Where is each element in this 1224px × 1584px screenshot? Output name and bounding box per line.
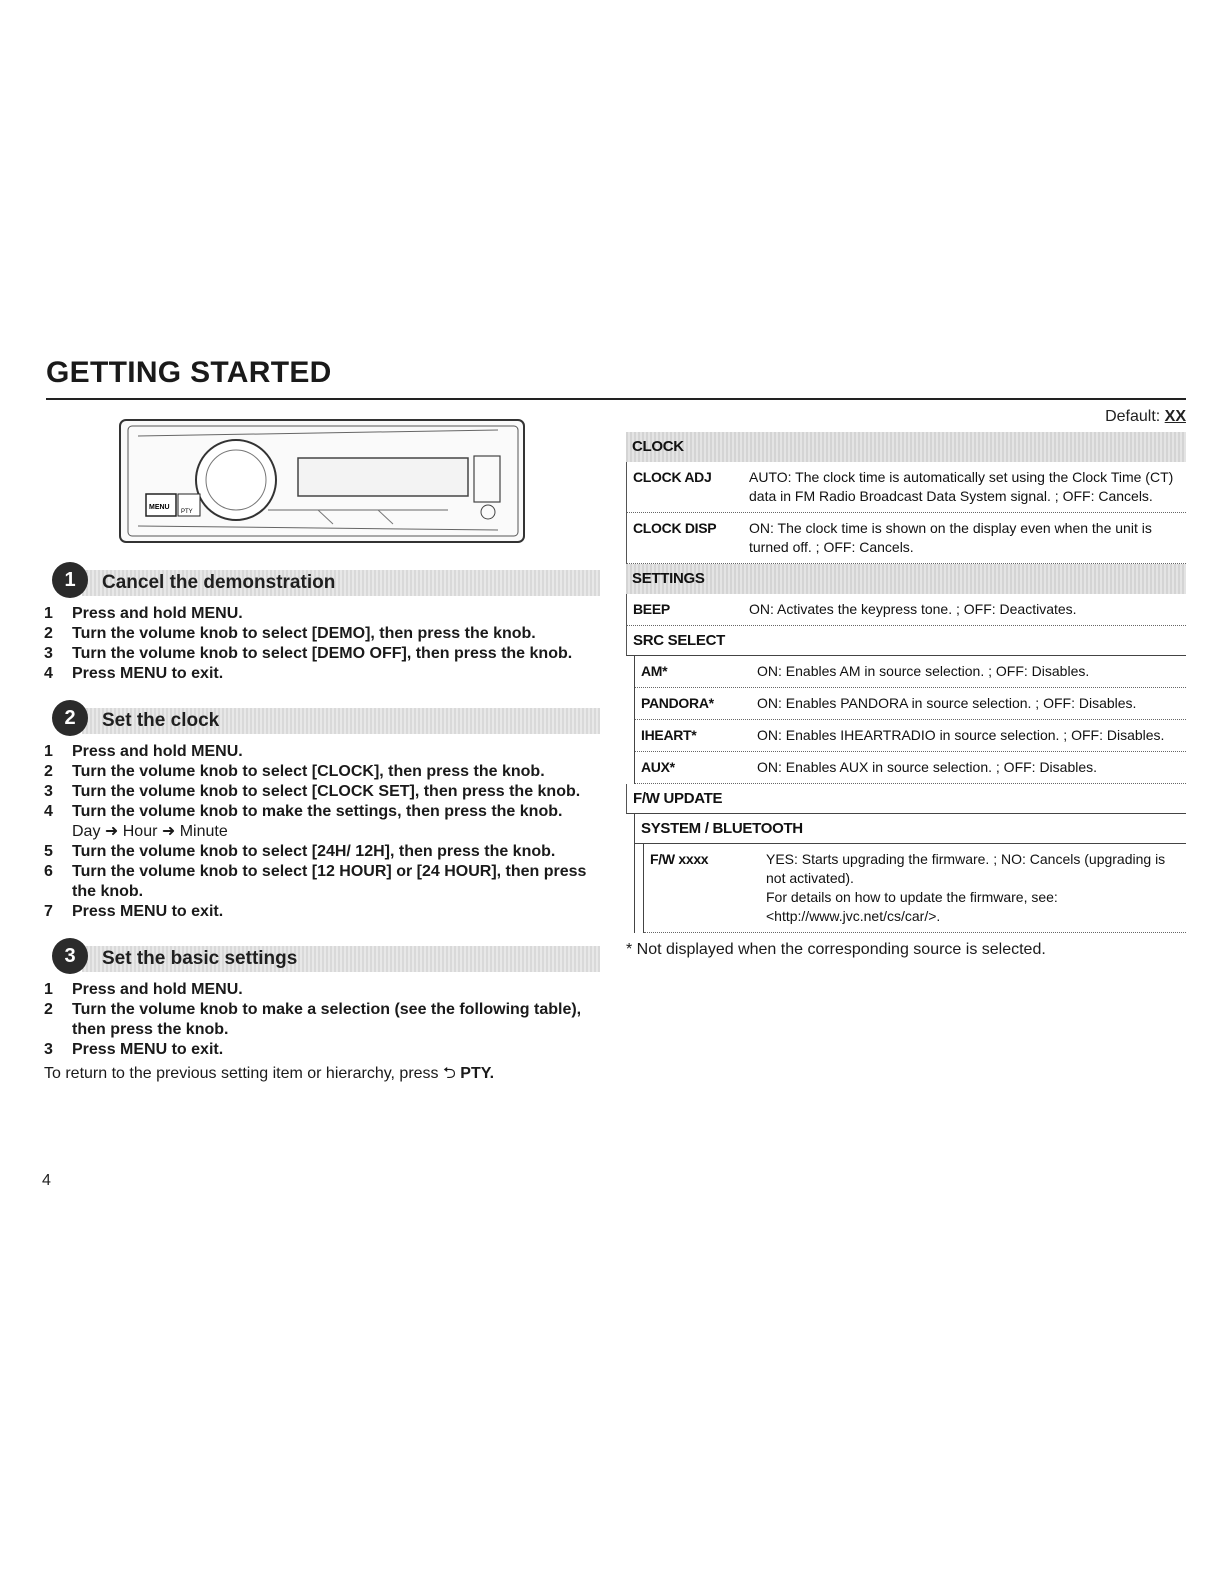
- table-row: PANDORA* ON: Enables PANDORA in source selection. ; OFF: Disables.: [635, 688, 1186, 720]
- step-item: 2 Turn the volume knob to make a selection (see the following table), then press the knob.: [44, 1001, 582, 1038]
- step-list: [44, 980, 604, 1060]
- table-row: F/W xxxx YES: Starts upgrading the firmware. ; NO: Cancels (upgrading is not activated). For details on how to update the firmware, see: <http://www.jvc.net/cs/car/>.: [644, 844, 1186, 933]
- section-cancel-demo: [44, 560, 604, 684]
- step-item: 2 Turn the volume knob to select [CLOCK], then press the knob.: [44, 763, 545, 780]
- section-number-badge: 1: [52, 562, 88, 598]
- footnote: * Not displayed when the corresponding source is selected.: [626, 941, 1046, 958]
- src-select-header: SRC SELECT: [626, 626, 1186, 656]
- step-item: 1 Press and hold MENU.: [44, 981, 243, 998]
- step-item: 7 Press MENU to exit.: [44, 903, 224, 920]
- step-item: 5 Turn the volume knob to select [24H/ 12H], then press the knob.: [44, 843, 556, 860]
- table-row: CLOCK DISP ON: The clock time is shown on the display even when the unit is turned off. ; OFF: Cancels.: [626, 513, 1186, 564]
- table-row: BEEP ON: Activates the keypress tone. ; OFF: Deactivates.: [626, 594, 1186, 626]
- step-sub-note: Day ➜ Hour ➜ Minute: [72, 823, 228, 840]
- step-item: 4 Press MENU to exit.: [44, 665, 224, 682]
- table-row: CLOCK ADJ AUTO: The clock time is automatically set using the Clock Time (CT) data in FM Radio Broadcast Data System signal. ; OFF: Cancels.: [626, 462, 1186, 513]
- step-item: 3 Turn the volume knob to select [CLOCK SET], then press the knob.: [44, 783, 581, 800]
- step-item: 3 Turn the volume knob to select [DEMO OFF], then press the knob.: [44, 645, 573, 662]
- section-title: Set the basic settings: [102, 948, 298, 969]
- device-menu-label: MENU: [149, 504, 170, 511]
- step-item: 1 Press and hold MENU.: [44, 605, 243, 622]
- device-pty-label: PTY: [181, 509, 193, 515]
- default-legend: Default: XX: [1105, 408, 1186, 425]
- instructions-column: [44, 560, 604, 1092]
- step-item: 1 Press and hold MENU.: [44, 743, 243, 760]
- table-row: IHEART* ON: Enables IHEARTRADIO in source selection. ; OFF: Disables.: [635, 720, 1186, 752]
- page-title: GETTING STARTED: [46, 356, 332, 389]
- step-item: 2 Turn the volume knob to select [DEMO], then press the knob.: [44, 625, 536, 642]
- fw-update-group: [634, 814, 1186, 933]
- step-list: [44, 742, 604, 922]
- back-arrow-icon: ⮌: [443, 1065, 456, 1082]
- section-number-badge: 3: [52, 938, 88, 974]
- section-number-badge: 2: [52, 700, 88, 736]
- section-title: Set the clock: [102, 710, 220, 731]
- category-clock: CLOCK: [626, 432, 1186, 462]
- return-note: To return to the previous setting item or hierarchy, press ⮌ PTY.: [44, 1065, 495, 1082]
- step-item: 6 Turn the volume knob to select [12 HOUR] or [24 HOUR], then press the knob.: [44, 863, 587, 900]
- settings-table: [626, 408, 1186, 959]
- car-stereo-illustration: [118, 418, 528, 546]
- step-item: 4 Turn the volume knob to make the settings, then press the knob. Day ➜ Hour ➜ Minute: [44, 802, 604, 842]
- fw-update-header: F/W UPDATE: [626, 784, 1186, 814]
- src-select-group: [634, 656, 1186, 784]
- table-row: AUX* ON: Enables AUX in source selection. ; OFF: Disables.: [635, 752, 1186, 784]
- step-item: 3 Press MENU to exit.: [44, 1041, 224, 1058]
- section-title: Cancel the demonstration: [102, 572, 336, 593]
- firmware-url: <http://www.jvc.net/cs/car/>.: [766, 908, 941, 924]
- section-set-clock: [44, 698, 604, 922]
- page-number: 4: [42, 1172, 51, 1189]
- step-list: [44, 604, 604, 684]
- table-row: AM* ON: Enables AM in source selection. ; OFF: Disables.: [635, 656, 1186, 688]
- section-basic-settings: [44, 936, 604, 1084]
- title-divider: [46, 398, 1186, 400]
- category-settings: SETTINGS: [626, 564, 1186, 594]
- system-bluetooth-header: SYSTEM / BLUETOOTH: [635, 814, 1186, 844]
